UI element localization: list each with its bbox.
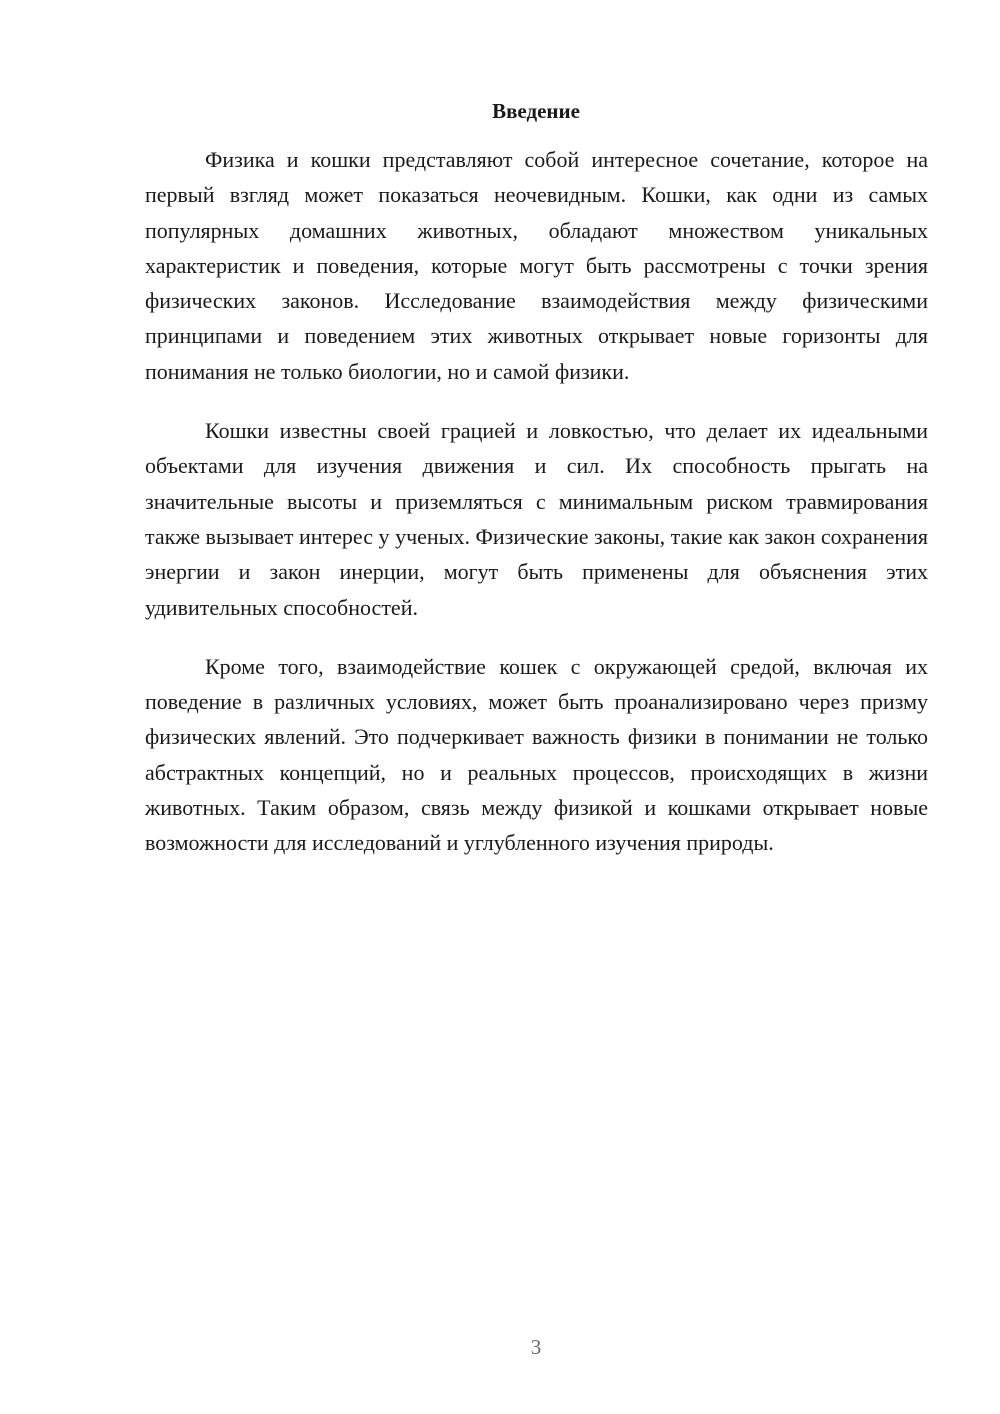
section-title: Введение	[492, 99, 580, 123]
page-number: 3	[530, 1335, 542, 1359]
paragraph-3: Кроме того, взаимодействие кошек с окружающей средой, включая их поведение в различных условиях, может быть проанализировано через призму физических явлений. Это подчеркивает важность физики в понимании не только абстрактных концепций, но и реальных процессов, происходящих в жизни животных. Таким образом, связь между физикой и кошками открывает новые возможности для исследований и углубленного изучения природы.	[145, 653, 928, 856]
paragraph-2: Кошки известны своей грацией и ловкостью, что делает их идеальными объектами для изучения движения и сил. Их способность прыгать на значительные высоты и приземляться с минимальным риском травмирования также вызывает интерес у ученых. Физические законы, такие как закон сохранения энергии и закон инерции, могут быть применены для объяснения этих удивительных способностей.	[145, 418, 928, 620]
body-text	[145, 142, 928, 885]
paragraph-1: Физика и кошки представляют собой интересное сочетание, которое на первый взгляд может показаться неочевидным. Кошки, как одни из самых популярных домашних животных, обладают множеством уникальных характеристик и поведения, которые могут быть рассмотрены с точки зрения физических законов. Исследование взаимодействия между физическими принципами и поведением этих животных открывает новые горизонты для понимания не только биологии, но и самой физики.	[145, 147, 928, 384]
